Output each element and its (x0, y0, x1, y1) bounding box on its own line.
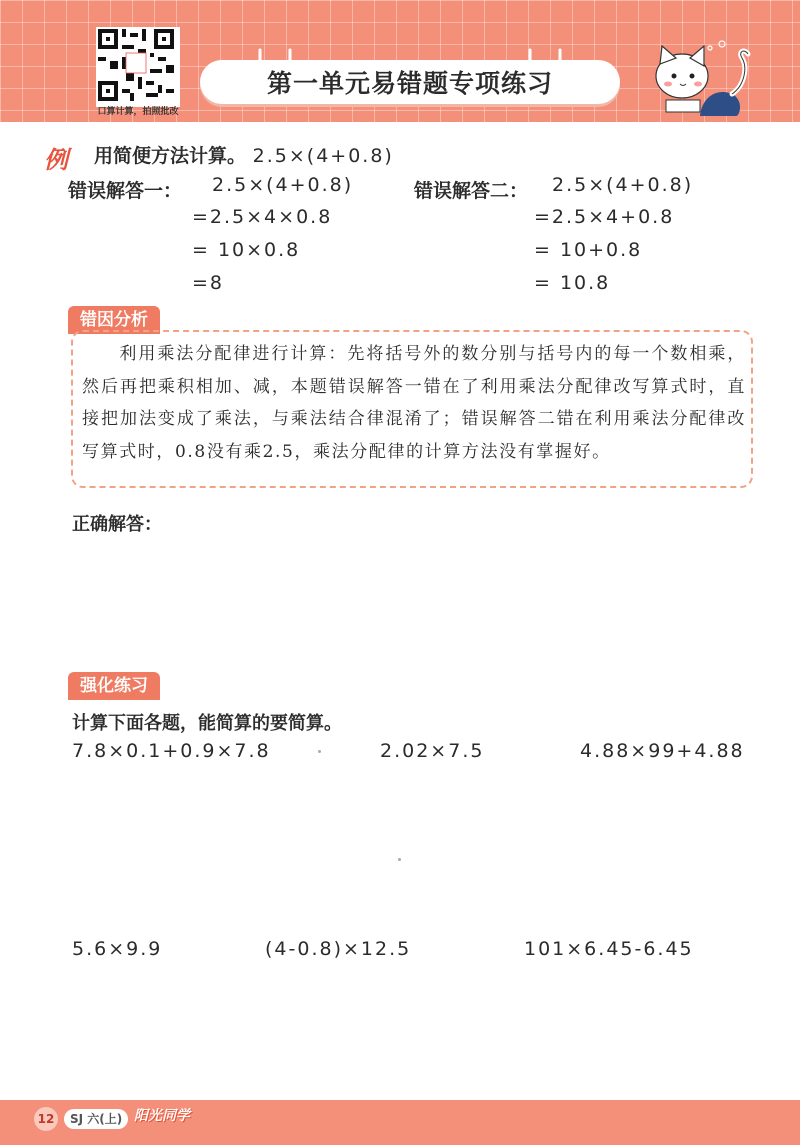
cat-mascot-illustration (640, 38, 760, 118)
wrong-answer-2-step: = 10+0.8 (534, 239, 643, 261)
grade-badge: SJ 六(上) (64, 1109, 128, 1129)
practice-problem: 5.6×9.9 (72, 938, 163, 960)
error-analysis-tag: 错因分析 (68, 306, 160, 334)
example-marker: 例 (44, 145, 68, 174)
wrong-answer-2-step: = 10.8 (534, 272, 611, 294)
wrong-answer-1-label: 错误解答一： (68, 180, 183, 202)
wrong-answer-2-step: 2.5×(4+0.8) (552, 174, 694, 196)
wrong-answer-1-step: 2.5×(4+0.8) (212, 174, 354, 196)
page-title: 第一单元易错题专项练习 (200, 60, 620, 104)
wrong-answer-2-step: =2.5×4+0.8 (534, 206, 675, 228)
qr-code[interactable] (96, 27, 180, 107)
qr-caption: 口算计算，拍照批改 (97, 107, 179, 117)
practice-tag: 强化练习 (68, 672, 160, 700)
practice-problem: 2.02×7.5 (380, 740, 485, 762)
example-prompt: 用简便方法计算。 2.5×(4+0.8) (94, 145, 394, 167)
practice-problem: 101×6.45-6.45 (524, 938, 694, 960)
print-speck (318, 750, 321, 753)
brand-logo: 阳光同学 (134, 1108, 190, 1124)
practice-problem: 7.8×0.1+0.9×7.8 (72, 740, 271, 762)
page-number: 12 (34, 1107, 58, 1131)
wrong-answer-1-step: =2.5×4×0.8 (192, 206, 333, 228)
practice-instruction: 计算下面各题，能简算的要简算。 (72, 713, 342, 734)
correct-answer-label: 正确解答： (72, 514, 162, 535)
wrong-answer-1-step: =8 (192, 272, 225, 294)
practice-problem: 4.88×99+4.88 (580, 740, 745, 762)
practice-problem: (4-0.8)×12.5 (265, 938, 412, 960)
wrong-answer-2-label: 错误解答二： (414, 180, 529, 202)
wrong-answer-1-step: = 10×0.8 (192, 239, 301, 261)
print-speck (398, 858, 401, 861)
error-analysis-text: 利用乘法分配律进行计算：先将括号外的数分别与括号内的每一个数相乘，然后再把乘积相加、减，本题错误解答一错在了利用乘法分配律改写算式时，直接把加法变成了乘法，与乘法结合律混淆了；错误解答二错在利用乘法分配律改写算式时，0.8没有乘2.5，乘法分配律的计算方法没有掌握好。 (82, 344, 746, 462)
